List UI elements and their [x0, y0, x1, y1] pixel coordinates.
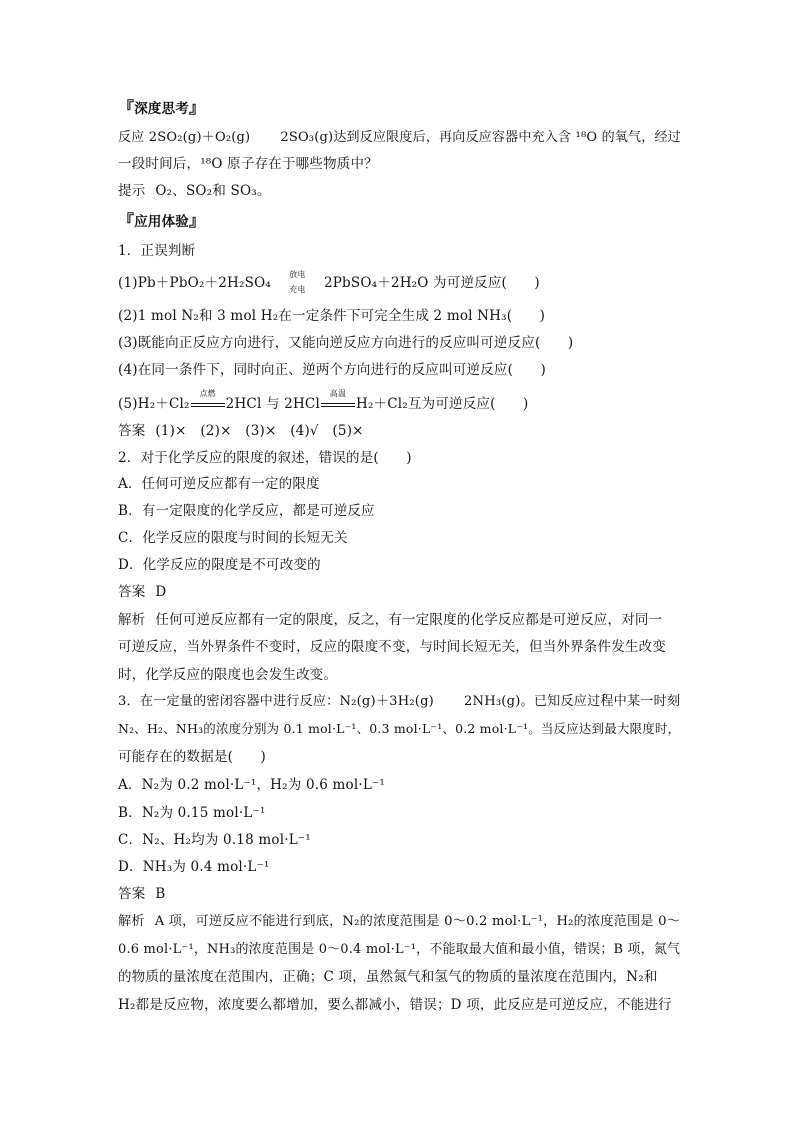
q1-statement-2: (2)1 mol N₂和 3 mol H₂在一定条件下可完全生成 2 mol NH₃( ) [118, 308, 546, 324]
q1-statement-5: (5)H₂＋Cl₂ 点燃 2HCl 与 2HCl 高温 H₂＋Cl₂互为可逆反应( ) [118, 394, 528, 415]
q3-analysis-line3: 的物质的量浓度在范围内，正确；C 项，虽然氮气和氢气的物质的量浓度在范围内，N₂和 [118, 969, 658, 985]
q3-option-d: D．NH₃为 0.4 mol·L⁻¹ [118, 859, 270, 875]
deep-thinking-question-line2: 一段时间后，¹⁸O 原子存在于哪些物质中？ [118, 156, 378, 172]
ignition-equal-sign: 点燃 [191, 395, 225, 415]
q2-title: 2．对于化学反应的限度的叙述，错误的是( ) [118, 450, 412, 466]
deep-thinking-heading: 『深度思考』 [118, 98, 206, 117]
q1-statement-1: (1)Pb＋PbO₂＋2H₂SO₄ 放电 充电 2PbSO₄＋2H₂O 为可逆反应( ) [118, 269, 540, 294]
q2-analysis-line3: 时，化学反应的限度也会发生改变。 [118, 667, 338, 683]
discharge-charge-arrow: 放电 充电 [289, 269, 306, 294]
q1-title: 1．正误判断 [118, 243, 196, 259]
q3-analysis-line4: H₂都是反应物，浓度要么都增加，要么都减小，错误；D 项，此反应是可逆反应，不能进行 [118, 997, 672, 1013]
q2-analysis-line1: 解析 任何可逆反应都有一定的限度，反之，有一定限度的化学反应都是可逆反应，对同一 [118, 612, 663, 628]
high-temp-equal-sign: 高温 [321, 395, 355, 415]
q3-title-line3: 可能存在的数据是( ) [118, 749, 266, 765]
q1-answer: 答案 (1)× (2)× (3)× (4)√ (5)× [118, 423, 364, 439]
application-heading: 『应用体验』 [118, 211, 206, 230]
deep-thinking-question-line1: 反应 2SO₂(g)＋O₂(g) 2SO₃(g)达到反应限度后，再向反应容器中充入含 ¹⁸O 的氧气，经过 [118, 130, 681, 145]
q3-title-line2: N₂、H₂、NH₃的浓度分别为 0.1 mol·L⁻¹、0.3 mol·L⁻¹、0.2 mol·L⁻¹。当反应达到最大限度时， [118, 721, 681, 736]
q3-analysis-line1: 解析 A 项，可逆反应不能进行到底，N₂的浓度范围是 0～0.2 mol·L⁻¹，H₂的浓度范围是 0～ [118, 914, 681, 929]
q1-statement-3: (3)既能向正反应方向进行，又能向逆反应方向进行的反应叫可逆反应( ) [118, 335, 574, 351]
q3-title-line1: 3．在一定量的密闭容器中进行反应：N₂(g)＋3H₂(g) 2NH₃(g)。已知反应过程中某一时刻 [118, 694, 681, 709]
q3-option-a: A．N₂为 0.2 mol·L⁻¹，H₂为 0.6 mol·L⁻¹ [118, 777, 385, 793]
q3-analysis-line2: 0.6 mol·L⁻¹，NH₃的浓度范围是 0～0.4 mol·L⁻¹，不能取最大值和最小值，错误；B 项，氮气 [118, 942, 681, 957]
q2-analysis-line2: 可逆反应，当外界条件不变时，反应的限度不变，与时间长短无关，但当外界条件发生改变 [118, 639, 666, 655]
deep-thinking-hint: 提示 O₂、SO₂和 SO₃。 [118, 183, 271, 199]
q1-statement-4: (4)在同一条件下，同时向正、逆两个方向进行的反应叫可逆反应( ) [118, 362, 546, 378]
q2-option-b: B．有一定限度的化学反应，都是可逆反应 [118, 503, 375, 519]
q3-answer: 答案 B [118, 886, 166, 902]
q2-option-d: D．化学反应的限度是不可改变的 [118, 557, 321, 573]
q2-answer: 答案 D [118, 584, 167, 600]
q2-option-c: C．化学反应的限度与时间的长短无关 [118, 530, 348, 546]
q2-option-a: A．任何可逆反应都有一定的限度 [118, 476, 320, 492]
q3-option-b: B．N₂为 0.15 mol·L⁻¹ [118, 805, 266, 821]
q3-option-c: C．N₂、H₂均为 0.18 mol·L⁻¹ [118, 832, 311, 848]
